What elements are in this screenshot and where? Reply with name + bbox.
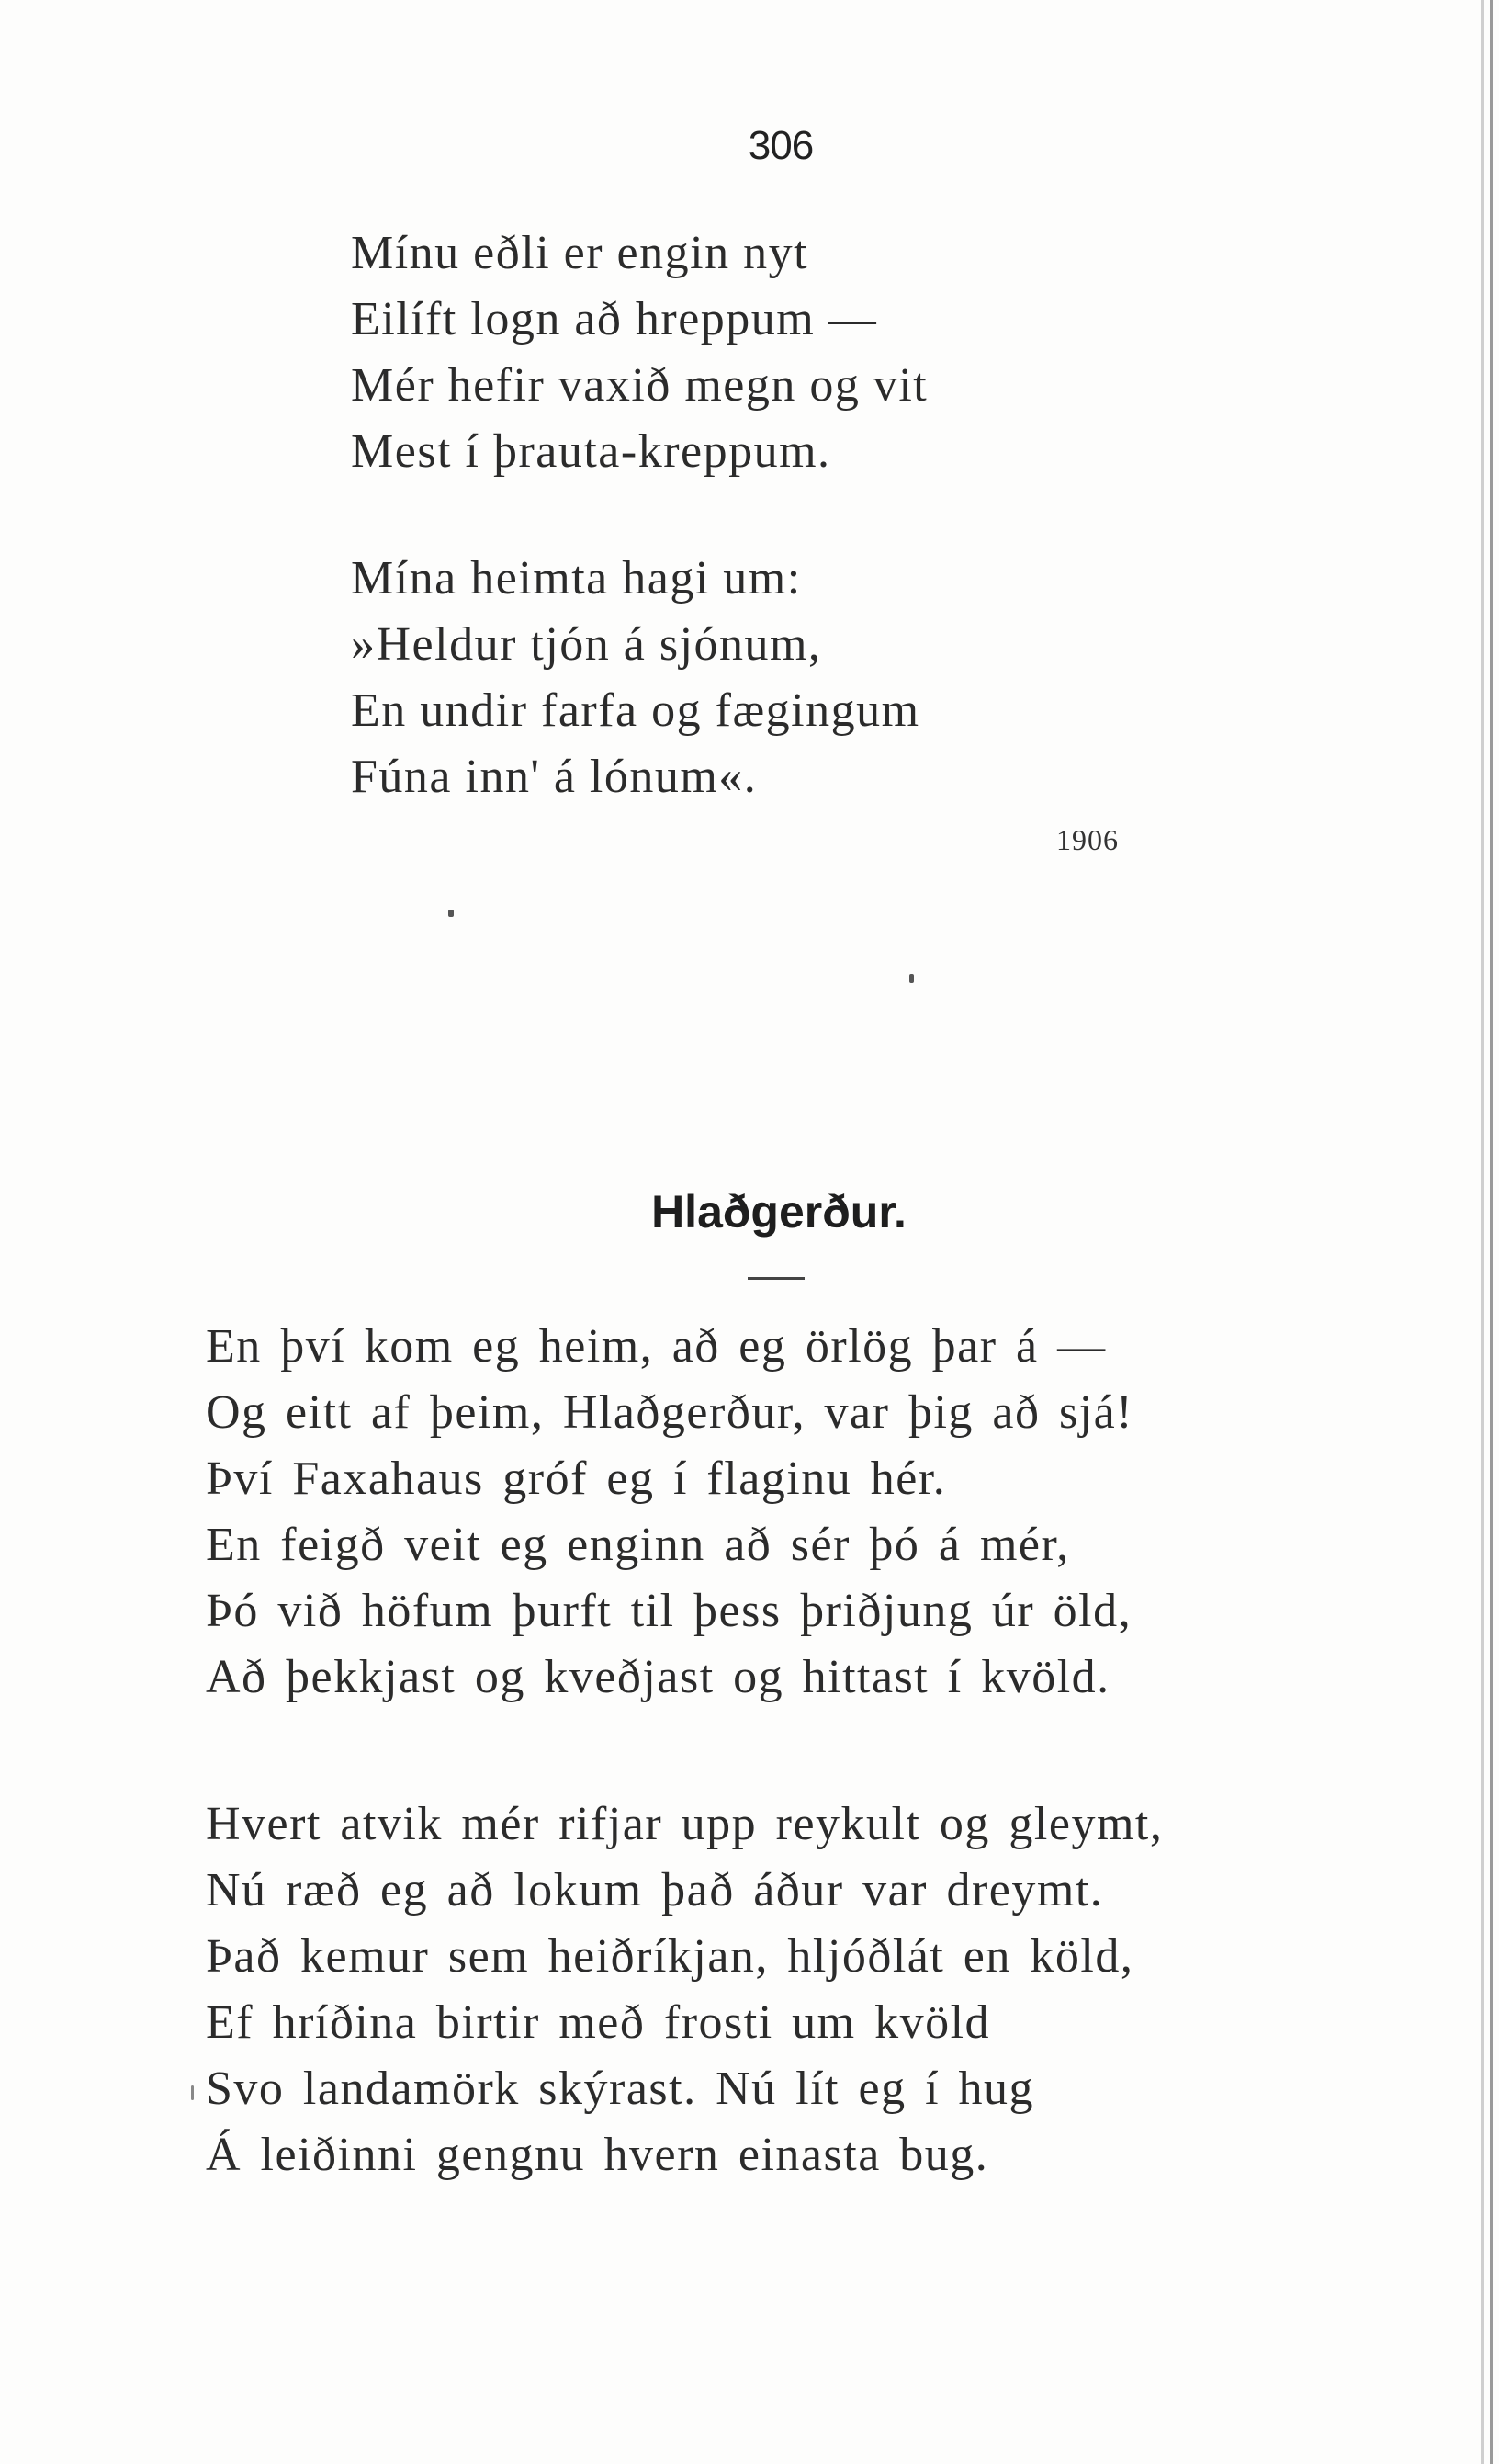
stanza-line: Að þekkjast og kveðjast og hittast í kvöld. bbox=[206, 1651, 1110, 1703]
stanza-line: Það kemur sem heiðríkjan, hljóðlát en köld, bbox=[206, 1930, 1134, 1983]
stanza-line: Og eitt af þeim, Hlaðgerður, var þig að sjá! bbox=[206, 1386, 1134, 1439]
stanza-line: Þó við höfum þurft til þess þriðjung úr öld, bbox=[206, 1585, 1133, 1637]
stanza-1 bbox=[351, 220, 928, 485]
page-number: 306 bbox=[748, 123, 814, 168]
stanza-line: Því Faxahaus gróf eg í flaginu hér. bbox=[206, 1452, 947, 1505]
stanza-line: Svo landamörk skýrast. Nú lít eg í hug bbox=[206, 2063, 1035, 2115]
print-speck bbox=[909, 974, 914, 983]
poem-title: Hlaðgerður. bbox=[651, 1186, 907, 1238]
stanza-line: Á leiðinni gengnu hvern einasta bug. bbox=[206, 2129, 989, 2181]
stanza-line: Eilíft logn að hreppum — bbox=[351, 293, 878, 345]
stanza-4 bbox=[206, 1791, 1163, 2188]
stanza-line: Ef hríðina birtir með frosti um kvöld bbox=[206, 1996, 991, 2049]
title-rule bbox=[748, 1277, 805, 1280]
stanza-3 bbox=[206, 1314, 1133, 1711]
stanza-line: »Heldur tjón á sjónum, bbox=[351, 618, 822, 671]
print-speck bbox=[191, 2085, 194, 2100]
print-speck bbox=[448, 910, 454, 917]
stanza-line: Mér hefir vaxið megn og vit bbox=[351, 359, 929, 412]
poem-year: 1906 bbox=[1056, 823, 1119, 856]
stanza-line: Nú ræð eg að lokum það áður var dreymt. bbox=[206, 1864, 1104, 1916]
stanza-line: En feigð veit eg enginn að sér þó á mér, bbox=[206, 1519, 1070, 1571]
stanza-line: Mínu eðli er engin nyt bbox=[351, 227, 809, 279]
stanza-line: Hvert atvik mér rifjar upp reykult og gleymt, bbox=[206, 1798, 1164, 1850]
stanza-line: Mest í þrauta-kreppum. bbox=[351, 425, 831, 478]
stanza-line: En undir farfa og fægingum bbox=[351, 684, 920, 737]
stanza-line: Mína heimta hagi um: bbox=[351, 552, 802, 605]
stanza-line: En því kom eg heim, að eg örlög þar á — bbox=[206, 1320, 1107, 1373]
stanza-line: Fúna inn' á lónum«. bbox=[351, 751, 758, 803]
stanza-2 bbox=[351, 546, 920, 810]
